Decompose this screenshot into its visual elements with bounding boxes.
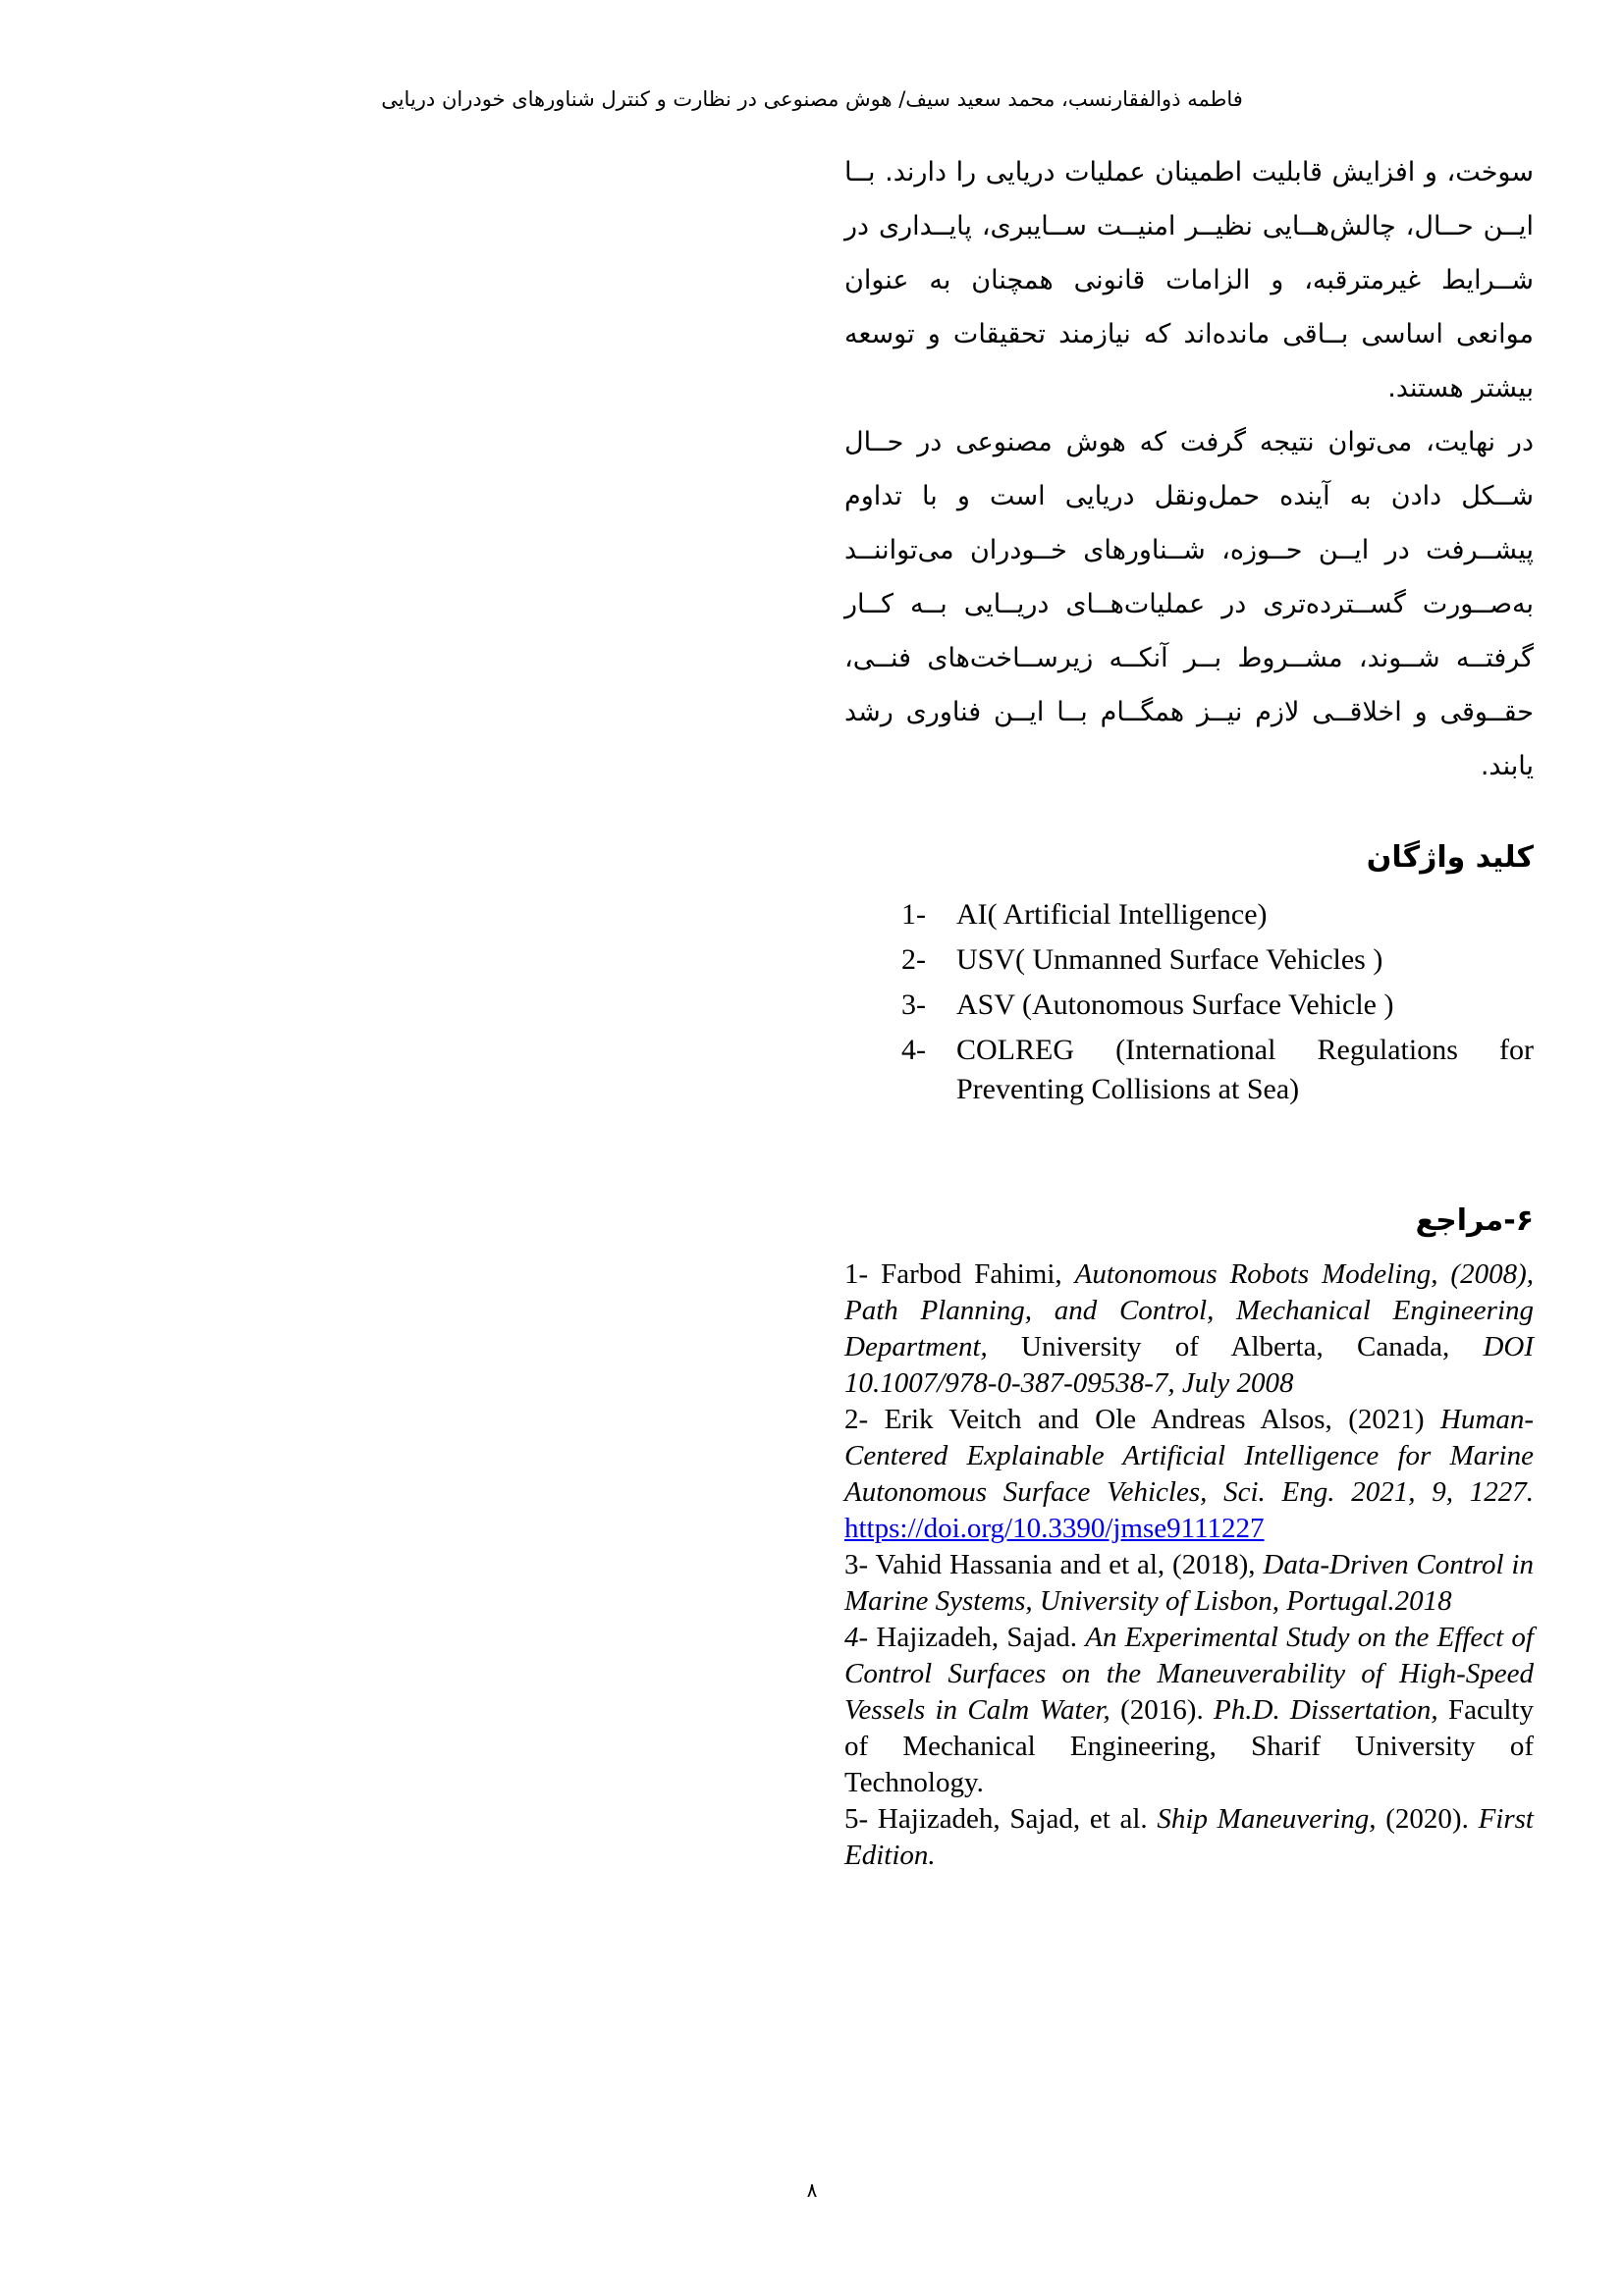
keyword-text: ASV (Autonomous Surface Vehicle ) xyxy=(956,988,1394,1021)
reference-text: Faculty of Mechanical Engineering, Sharif University of Technology. xyxy=(844,1694,1534,1798)
reference-text: 3- Vahid Hassania and et al, (2018), xyxy=(844,1549,1264,1580)
keyword-number: 2- xyxy=(901,943,926,976)
reference-text: Hajizadeh, Sajad. xyxy=(876,1622,1086,1653)
reference-italic-text: Autonomous Robots Modeling, (2008), Path Planning, and Control, Mechanical Engineering Department, xyxy=(844,1258,1534,1362)
keyword-item xyxy=(901,895,1534,934)
keyword-text: COLREG (International Regulations for Preventing Collisions at Sea) xyxy=(956,1034,1534,1105)
reference-italic-text: 4- xyxy=(844,1622,877,1653)
reference-text: 5- Hajizadeh, Sajad, et al. xyxy=(844,1803,1158,1835)
references-heading: ۶-مراجع xyxy=(1415,1203,1534,1238)
references-list xyxy=(844,1256,1534,1874)
reference-italic-text: Data-Driven Control in Marine Systems, University of Lisbon, Portugal.2018 xyxy=(844,1549,1534,1617)
reference-text: 1- Farbod Fahimi, xyxy=(844,1258,1075,1290)
reference-italic-text: Ship Maneuvering, xyxy=(1157,1803,1377,1835)
running-header: فاطمه ذوالفقارنسب، محمد سعید سیف/ هوش مصنوعی در نظارت و کنترل شناورهای خودران دریایی xyxy=(381,87,1243,111)
keywords-list xyxy=(901,895,1534,1109)
reference-text: 2- Erik Veitch and Ole Andreas Alsos, (2021) xyxy=(844,1404,1440,1435)
reference-italic-text: An Experimental Study on the Effect of Control Surfaces on the Maneuverability of High-Speed Vessels in Calm Water, xyxy=(844,1622,1534,1726)
reference-italic-text: First Edition. xyxy=(844,1803,1534,1871)
reference-italic-text: Human-Centered Explainable Artificial Intelligence for Marine Autonomous Surface Vehicles, Sci. Eng. 2021, 9, 1227. xyxy=(844,1404,1534,1508)
reference-item xyxy=(844,1801,1534,1874)
persian-paragraph: در نهایت، می‌توان نتیجه گرفت که هوش مصنوعی در حــال شــکل دادن به آینده حمل‌ونقل دریایی است و با تداوم پیشــرفت در ایــن حــوزه، شــناورهای خــودران می‌تواننــد به‌صــورت گســترده‌تری در عملیات‌هــای دریــایی بــه کــار گرفتــه شــوند، مشــروط بــر آنکــه زیرســاخت‌های فنــی، حقــوقی و اخلاقــی لازم نیــز همگــام بــا ایــن فناوری رشد یابند. xyxy=(844,427,1534,781)
reference-text: University of Alberta, Canada, xyxy=(987,1331,1450,1362)
persian-paragraph: سوخت، و افزایش قابلیت اطمینان عملیات دریایی را دارند. بــا ایــن حــال، چالش‌هــایی نظیــر امنیــت ســایبری، پایــداری در شــرایط غیرمترقبه، و الزامات قانونی همچنان به عنوان موانعی اساسی بــاقی مانده‌اند که نیازمند تحقیقات و توسعه بیشتر هستند. xyxy=(844,157,1534,403)
keyword-item xyxy=(901,1031,1534,1109)
reference-text: (2020). xyxy=(1376,1803,1479,1835)
reference-text: (2016). xyxy=(1110,1694,1215,1726)
reference-item xyxy=(844,1402,1534,1547)
keyword-item xyxy=(901,940,1534,980)
text-column xyxy=(844,145,1534,1874)
reference-item xyxy=(844,1547,1534,1620)
keyword-text: AI( Artificial Intelligence) xyxy=(956,898,1268,931)
reference-italic-text: DOI 10.1007/978-0-387-09538-7, July 2008 xyxy=(844,1331,1534,1399)
page-number: ۸ xyxy=(806,2178,818,2202)
keyword-number: 3- xyxy=(901,988,926,1021)
keywords-heading: کلید واژگان xyxy=(1366,840,1534,875)
doi-link[interactable]: https://doi.org/10.3390/jmse9111227 xyxy=(844,1513,1265,1544)
reference-italic-text: Ph.D. Dissertation, xyxy=(1214,1694,1438,1726)
reference-item xyxy=(844,1256,1534,1402)
keyword-item xyxy=(901,986,1534,1025)
keyword-text: USV( Unmanned Surface Vehicles ) xyxy=(956,943,1383,976)
keyword-number: 4- xyxy=(901,1034,926,1066)
keyword-number: 1- xyxy=(901,898,926,931)
reference-item xyxy=(844,1620,1534,1801)
